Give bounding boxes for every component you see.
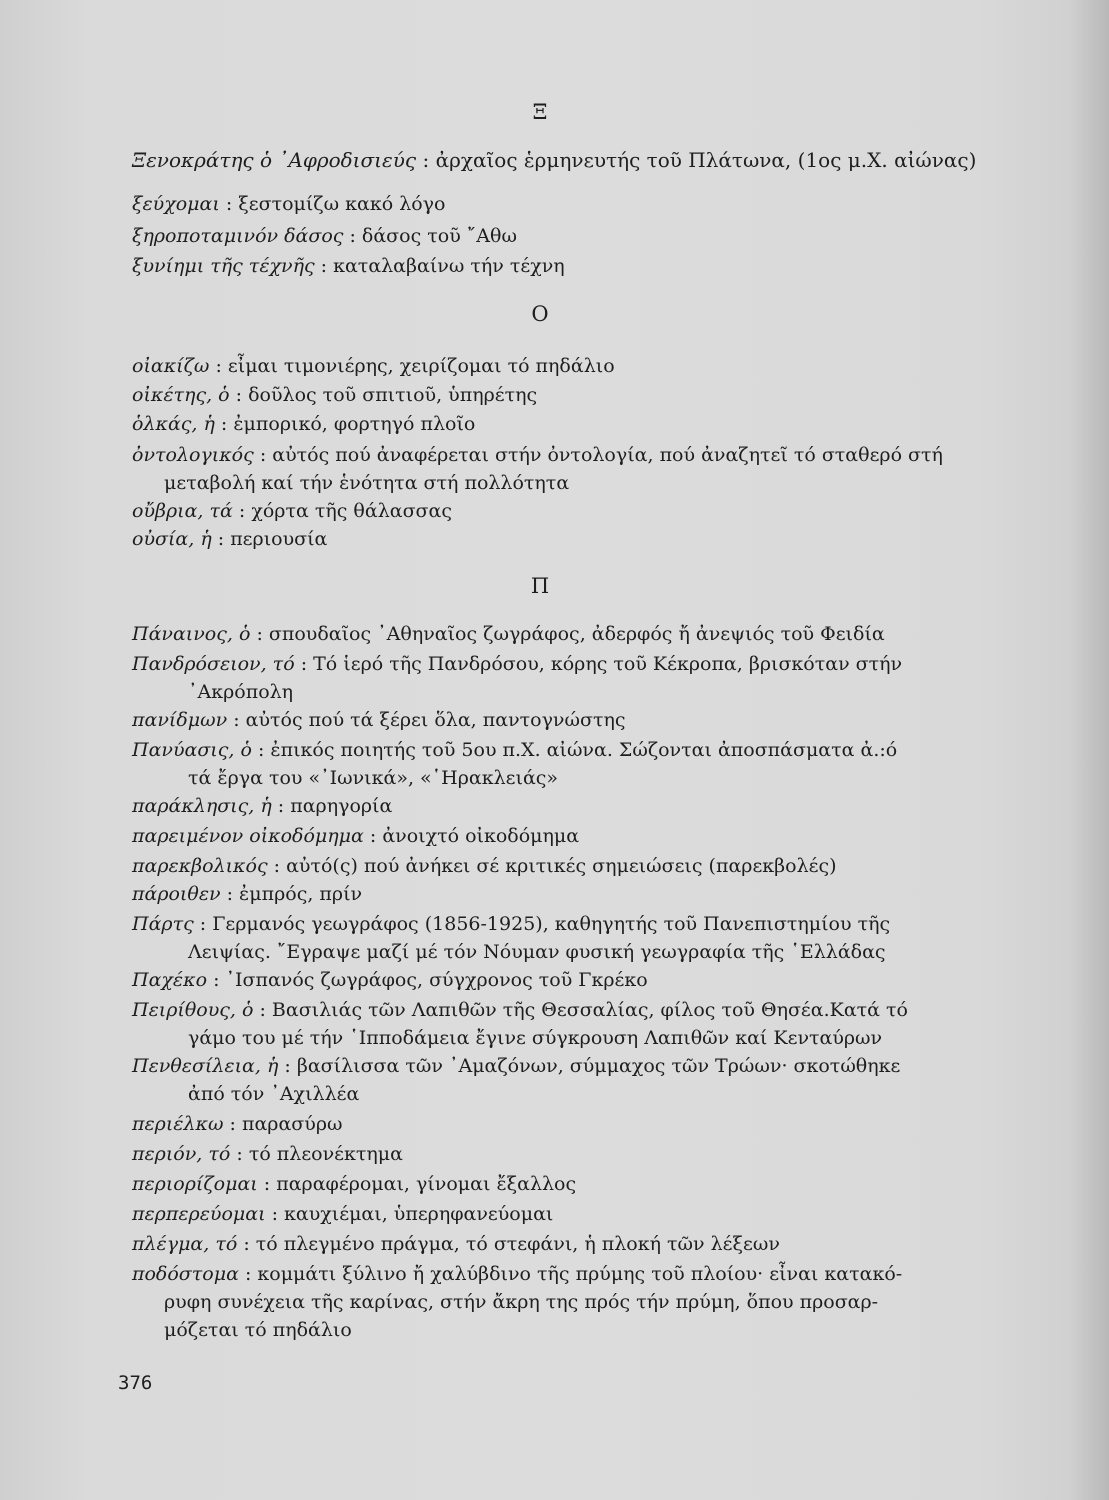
glossary-entry: [132, 1170, 962, 1198]
glossary-entry: [132, 190, 962, 218]
entry-continuation: Λειψίας. ῎Εγραψε μαζί μέ τόν Νόυμαν φυσική γεωγραφία τῆς ῾Ελλάδας: [188, 941, 886, 963]
entry-definition: : καυχιέμαι, ὑπερηφανεύομαι: [271, 1203, 554, 1225]
entry-definition: : ξεστομίζω κακό λόγο: [225, 193, 446, 215]
entry-term: Πειρίθους, ὁ: [132, 999, 254, 1021]
entry-term: Παχέκο: [132, 969, 208, 991]
glossary-entry: [132, 1200, 962, 1228]
glossary-entry: [132, 222, 962, 250]
entry-term: περιορίζομαι: [132, 1173, 258, 1195]
entry-definition: : παρηγορία: [277, 795, 393, 817]
entry-definition: : παραφέρομαι, γίνομαι ἔξαλλος: [263, 1173, 577, 1195]
entry-term: οὔβρια, τά: [132, 500, 233, 522]
entry-definition: : ἐπικός ποιητής τοῦ 5ου π.Χ. αἰώνα. Σώζονται ἀποσπάσματα ἀ.:ό: [257, 739, 898, 761]
entry-definition: : ᾿Ισπανός ζωγράφος, σύγχρονος τοῦ Γκρέκο: [213, 969, 648, 991]
entry-term: ξηροποταμινόν δάσος: [132, 225, 344, 247]
entry-definition: : ἀνοιχτό οἰκοδόμημα: [369, 825, 580, 847]
entry-term: Ξενοκράτης ὁ ᾿Αφροδισιεύς: [132, 148, 417, 172]
entry-term: Πενθεσίλεια, ἡ: [132, 1055, 279, 1077]
glossary-entry: [132, 966, 962, 994]
glossary-entry: [132, 1140, 962, 1168]
entry-term: ποδόστομα: [132, 1263, 239, 1285]
glossary-entry: [132, 736, 962, 792]
glossary-entry: [132, 822, 962, 850]
entry-definition: : δοῦλος τοῦ σπιτιοῦ, ὑπηρέτης: [235, 384, 538, 406]
entry-term: παρειμένον οἰκοδόμημα: [132, 825, 364, 847]
page-number: 376: [118, 1372, 153, 1394]
entry-continuation: μεταβολή καί τήν ἑνότητα στή πολλότητα: [164, 472, 570, 494]
entry-term: Πανδρόσειον, τό: [132, 653, 295, 675]
entry-definition: : τό πλεγμένο πράγμα, τό στεφάνι, ἡ πλοκή τῶν λέξεων: [243, 1233, 780, 1255]
entry-definition: : ἀρχαῖος ἑρμηνευτής τοῦ Πλάτωνα, (1ος μ.Χ. αἰώνας): [422, 148, 977, 172]
glossary-entry: [132, 880, 962, 908]
entry-definition: : αὐτός πού ἀναφέρεται στήν ὀντολογία, πού ἀναζητεῖ τό σταθερό στή: [259, 444, 943, 466]
glossary-entry: [132, 650, 962, 706]
entry-definition: : κομμάτι ξύλινο ἤ χαλύβδινο τῆς πρύμης τοῦ πλοίου· εἶναι κατακό-: [244, 1263, 903, 1285]
entry-definition: : περιουσία: [217, 528, 328, 550]
entry-definition: : ἐμπρός, πρίν: [226, 883, 363, 905]
entry-definition: : Τό ἱερό τῆς Πανδρόσου, κόρης τοῦ Κέκροπα, βρισκόταν στήν: [300, 653, 903, 675]
entry-term: περιέλκω: [132, 1113, 224, 1135]
glossary-entry: [132, 146, 977, 174]
glossary-entry: [132, 620, 962, 648]
entry-definition: : εἶμαι τιμονιέρης, χειρίζομαι τό πηδάλιο: [215, 355, 615, 377]
glossary-entry: [132, 497, 962, 525]
entry-definition: : αὐτός πού τά ξέρει ὅλα, παντογνώστης: [233, 709, 626, 731]
entry-term: οἰακίζω: [132, 355, 210, 377]
entry-term: Πάρτς: [132, 913, 194, 935]
glossary-entry: [132, 996, 962, 1052]
section-letter-omicron: Ο: [531, 302, 549, 326]
glossary-entry: [132, 410, 962, 438]
entry-term: ὀντολογικός: [132, 444, 254, 466]
entry-definition: : χόρτα τῆς θάλασσας: [238, 500, 452, 522]
glossary-entry: [132, 1052, 962, 1108]
entry-term: ξυνίημι τῆς τέχνῆς: [132, 255, 315, 277]
entry-definition: : σπουδαῖος ᾿Αθηναῖος ζωγράφος, ἀδερφός ἤ ἀνεψιός τοῦ Φειδία: [256, 623, 885, 645]
glossary-entry: [132, 252, 962, 280]
section-letter-xi: Ξ: [532, 100, 548, 124]
entry-continuation: μόζεται τό πηδάλιο: [164, 1319, 352, 1341]
glossary-entry: [132, 1260, 962, 1344]
glossary-entry: [132, 792, 962, 820]
glossary-entry: [132, 441, 962, 497]
entry-definition: : ἐμπορικό, φορτηγό πλοῖο: [220, 413, 476, 435]
entry-term: ξεύχομαι: [132, 193, 220, 215]
entry-term: Πάναινος, ὁ: [132, 623, 251, 645]
entry-continuation: ἀπό τόν ᾿Αχιλλέα: [188, 1083, 360, 1105]
entry-term: Πανύασις, ὁ: [132, 739, 252, 761]
page-gutter-shadow: [1069, 0, 1109, 1500]
entry-term: παρεκβολικός: [132, 855, 268, 877]
section-letter-pi: Π: [530, 574, 550, 598]
glossary-entry: [132, 352, 962, 380]
entry-continuation: ᾿Ακρόπολη: [188, 681, 294, 703]
glossary-entry: [132, 1110, 962, 1138]
entry-definition: : βασίλισσα τῶν ᾿Αμαζόνων, σύμμαχος τῶν Τρώων· σκοτώθηκε: [284, 1055, 901, 1077]
entry-definition: : δάσος τοῦ ῎Αθω: [349, 225, 517, 247]
entry-term: ὁλκάς, ἡ: [132, 413, 215, 435]
entry-term: πάροιθεν: [132, 883, 221, 905]
entry-continuation: ρυφη συνέχεια τῆς καρίνας, στήν ἄκρη της πρός τήν πρύμη, ὅπου προσαρ-: [164, 1291, 879, 1313]
glossary-entry: [132, 852, 962, 880]
entry-term: πλέγμα, τό: [132, 1233, 238, 1255]
entry-definition: : τό πλεονέκτημα: [236, 1143, 403, 1165]
entry-continuation: τά ἔργα του «᾿Ιωνικά», «῾Ηρακλειάς»: [188, 767, 559, 789]
entry-term: περιόν, τό: [132, 1143, 231, 1165]
entry-definition: : Γερμανός γεωγράφος (1856-1925), καθηγητής τοῦ Πανεπιστημίου τῆς: [199, 913, 891, 935]
entry-term: παράκλησις, ἡ: [132, 795, 272, 817]
entry-term: πανίδμων: [132, 709, 228, 731]
glossary-entry: [132, 910, 962, 966]
glossary-entry: [132, 525, 962, 553]
glossary-entry: [132, 381, 962, 409]
entry-term: οὐσία, ἡ: [132, 528, 212, 550]
glossary-entry: [132, 706, 962, 734]
entry-definition: : καταλαβαίνω τήν τέχνη: [320, 255, 565, 277]
entry-term: περπερεύομαι: [132, 1203, 266, 1225]
entry-definition: : αὐτό(ς) πού ἀνήκει σέ κριτικές σημειώσεις (παρεκβολές): [273, 855, 837, 877]
entry-definition: : Βασιλιάς τῶν Λαπιθῶν τῆς Θεσσαλίας, φίλος τοῦ Θησέα.Κατά τό: [259, 999, 908, 1021]
entry-continuation: γάμο του μέ τήν ῾Ιπποδάμεια ἔγινε σύγκρουση Λαπιθῶν καί Κενταύρων: [188, 1027, 883, 1049]
entry-term: οἰκέτης, ὁ: [132, 384, 230, 406]
entry-definition: : παρασύρω: [229, 1113, 343, 1135]
glossary-entry: [132, 1230, 962, 1258]
